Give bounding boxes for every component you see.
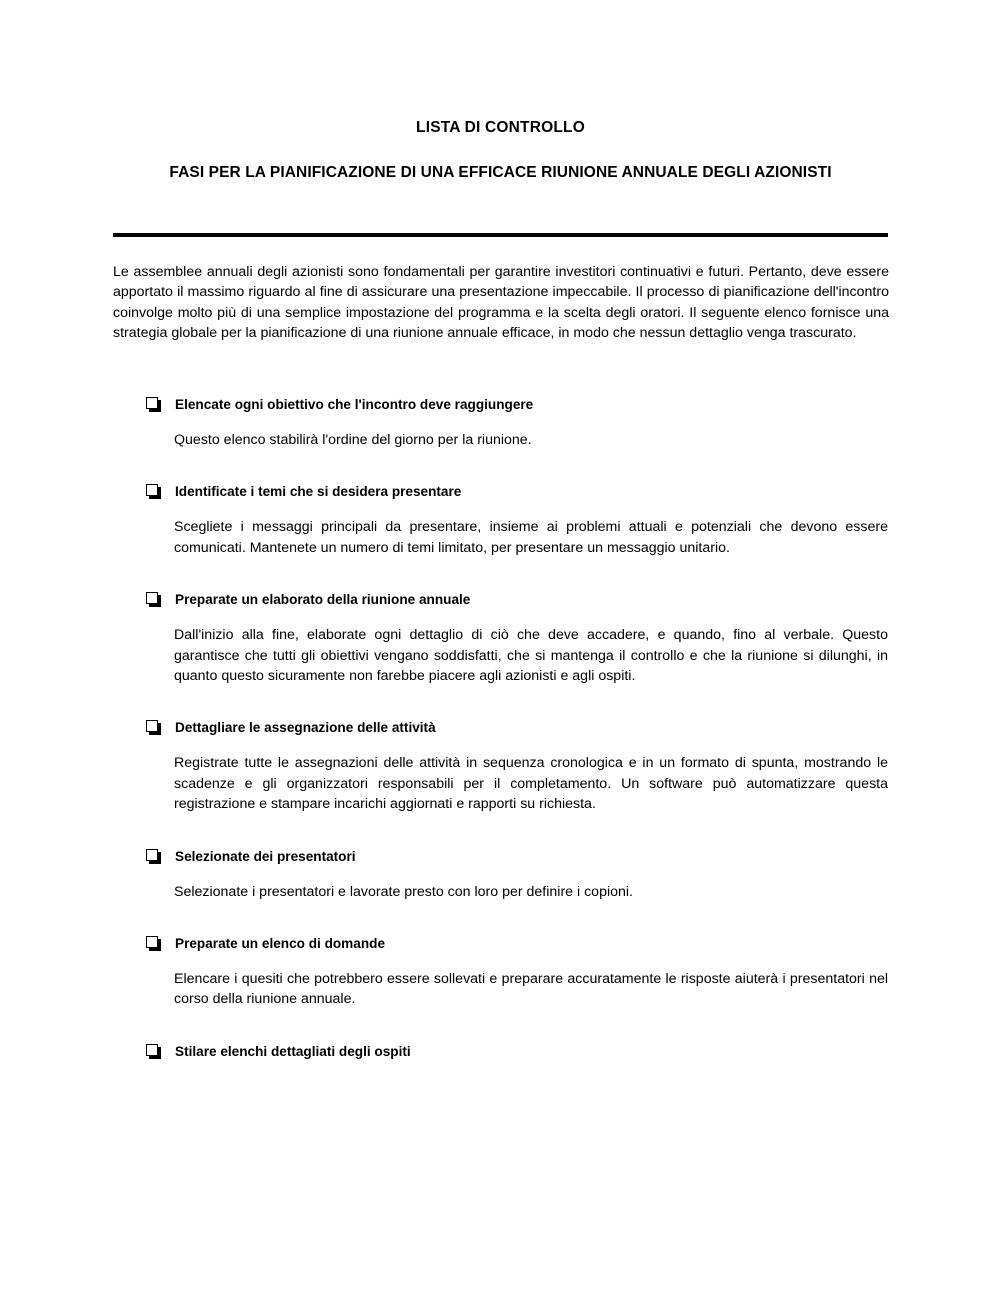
checkbox-icon[interactable]	[146, 484, 161, 499]
checklist-item[interactable]	[0, 395, 1000, 450]
checklist-item-label: Elencate ogni obiettivo che l'incontro deve raggiungere	[175, 397, 534, 412]
checklist-item-body: Questo elenco stabilirà l'ordine del giorno per la riunione.	[174, 432, 532, 448]
checkbox-box	[146, 484, 158, 496]
checklist-item-heading	[0, 1042, 1000, 1061]
checklist-item-label: Preparate un elaborato della riunione annuale	[175, 592, 471, 608]
header-divider	[113, 233, 888, 237]
checklist-item-label: Stilare elenchi dettagliati degli ospiti	[175, 1043, 411, 1059]
checklist-item-spacer	[0, 1010, 1000, 1042]
intro-paragraph: Le assemblee annuali degli azionisti sono fondamentali per garantire investitori continuativi e futuri. Pertanto, deve essere apportato il massimo riguardo al fine di assicurare una presentazione impeccabile. Il processo di pianificazione dell'incontro coinvolge molto più di una semplice impostazione del programma e la scelta degli oratori. Il seguente elenco fornisce una strategia globale per la pianificazione di una riunione annuale efficace, in modo che nessun dettaglio venga trascurato.	[113, 264, 889, 342]
checklist-item-spacer	[0, 902, 1000, 934]
checkbox-icon[interactable]	[146, 592, 161, 607]
checkbox-box	[146, 720, 158, 732]
checklist-item-heading	[0, 482, 1000, 501]
checklist-item[interactable]	[0, 1042, 1000, 1061]
checklist-item[interactable]	[0, 482, 1000, 558]
checklist-item-body: Elencare i quesiti che potrebbero essere sollevati e preparare accuratamente le risposte aiuterà i presentatori nel corso della riunione annuale.	[174, 971, 888, 1008]
checklist-item-spacer	[0, 686, 1000, 718]
checklist-item-body: Registrate tutte le assegnazioni delle attività in sequenza cronologica e in un formato di spunta, mostrando le scadenze e gli organizzatori responsabili per il completamento. Un software può automatizzare questa registrazione e stampare incarichi aggiornati e rapporti su richiesta.	[174, 755, 888, 813]
checkbox-icon[interactable]	[146, 936, 161, 951]
checkbox-box	[146, 592, 158, 604]
checklist-item[interactable]	[0, 718, 1000, 814]
checkbox-icon[interactable]	[146, 849, 161, 864]
checklist-item-heading	[0, 395, 1000, 414]
checklist-item-body: Dall'inizio alla fine, elaborate ogni dettaglio di ciò che deve accadere, e quando, fino al verbale. Questo garantisce che tutti gli obiettivi vengano soddisfatti, che si mantenga il controllo e che la riunione si dilunghi, in quanto questo sicuramente non farebbe piacere agli azionisti e agli ospiti.	[174, 627, 888, 685]
checklist-item-heading	[0, 718, 1000, 737]
checklist-item-label: Dettagliare le assegnazione delle attività	[175, 720, 436, 736]
checklist	[0, 395, 1000, 1061]
checklist-item[interactable]	[0, 847, 1000, 902]
checkbox-box	[146, 849, 158, 861]
checkbox-box	[146, 397, 158, 409]
checklist-item-spacer	[0, 815, 1000, 847]
checklist-item-body: Scegliete i messaggi principali da presentare, insieme ai problemi attuali e potenziali che devono essere comunicati. Mantenete un numero di temi limitato, per presentare un messaggio unitario.	[174, 519, 888, 556]
page-subtitle: FASI PER LA PIANIFICAZIONE DI UNA EFFICACE RIUNIONE ANNUALE DEGLI AZIONISTI	[169, 164, 832, 181]
checkbox-box	[146, 1044, 158, 1056]
checklist-item[interactable]	[0, 590, 1000, 686]
checkbox-icon[interactable]	[146, 720, 161, 735]
checkbox-icon[interactable]	[146, 1044, 161, 1059]
checklist-item-heading	[0, 847, 1000, 866]
checklist-item-body: Selezionate i presentatori e lavorate presto con loro per definire i copioni.	[174, 883, 633, 900]
page-title: LISTA DI CONTROLLO	[416, 119, 585, 136]
checklist-item-spacer	[0, 558, 1000, 590]
checkbox-box	[146, 936, 158, 948]
checklist-item-label: Selezionate dei presentatori	[175, 848, 356, 864]
checklist-item-label: Identificate i temi che si desidera presentare	[175, 484, 462, 500]
checklist-item-heading	[0, 934, 1000, 953]
checklist-item-heading	[0, 590, 1000, 609]
checklist-item-spacer	[0, 450, 1000, 482]
checkbox-icon[interactable]	[146, 397, 161, 412]
checklist-item-label: Preparate un elenco di domande	[175, 936, 385, 952]
checklist-item[interactable]	[0, 934, 1000, 1010]
